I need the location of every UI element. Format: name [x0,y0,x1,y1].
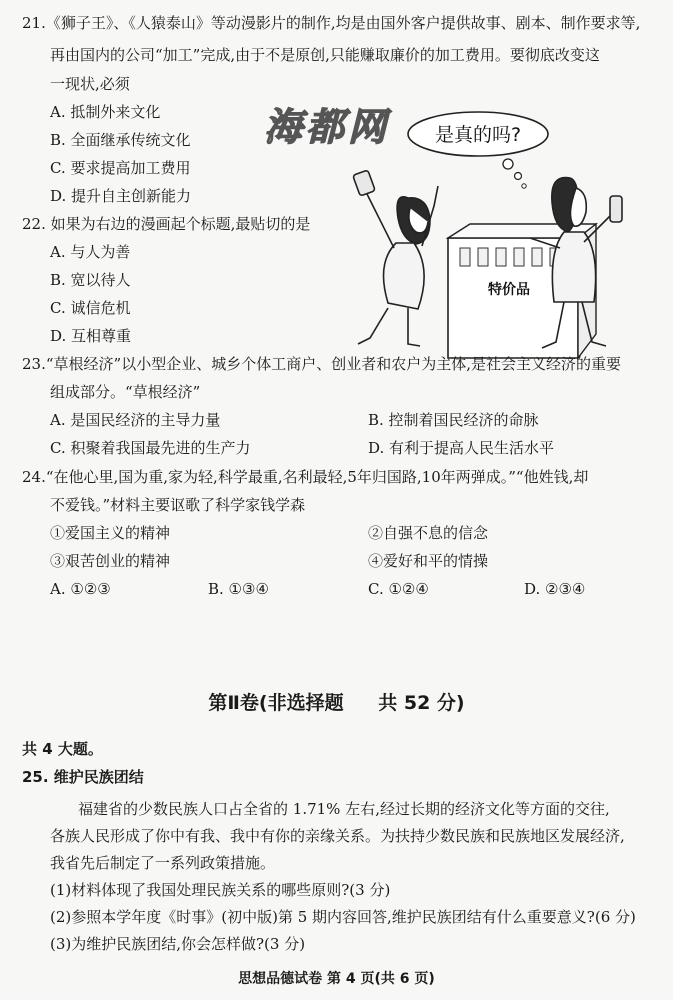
section-score: 共 52 分) [378,692,465,714]
q25-sub-question-3: (3)为维护民族团结,你会怎样做?(3 分) [50,935,306,953]
q22-option-d: D. 互相尊重 [50,327,132,345]
q21-option-a: A. 抵制外来文化 [50,103,161,121]
q21-option-c: C. 要求提高加工费用 [50,159,191,177]
q25-sub-question-2: (2)参照本学年度《时事》(初中版)第 5 期内容回答,维护民族团结有什么重要意义?(6 分) [50,908,636,926]
q25-para-line1: 福建省的少数民族人口占全省的 1.71% 左右,经过长期的经济文化等方面的交往, [78,800,610,818]
q21-option-d: D. 提升自主创新能力 [50,187,192,205]
q24-option-c: C. ①②④ [368,580,429,598]
cartoon-illustration [338,108,668,360]
q25-para-line3: 我省先后制定了一系列政策措施。 [50,854,276,872]
q21-stem-line3: 一现状,必须 [50,75,130,93]
q22-option-a: A. 与人为善 [50,243,131,261]
q23-option-c: C. 积聚着我国最先进的生产力 [50,439,251,457]
q24-stem-line2: 不爱钱。”材料主要讴歌了科学家钱学森 [50,496,306,514]
q23-option-a: A. 是国民经济的主导力量 [50,411,221,429]
left-woman-figure [353,170,438,346]
q22-stem: 22. 如果为右边的漫画起个标题,最贴切的是 [22,215,311,233]
q24-item-2: ②自强不息的信念 [368,524,489,542]
watermark-logo: 海都网 [264,104,391,149]
q22-option-b: B. 宽以待人 [50,271,131,289]
q23-option-d: D. 有利于提高人民生活水平 [368,439,555,457]
box-label: 特价品 [488,282,530,298]
q24-option-a: A. ①②③ [50,580,111,598]
q23-option-b: B. 控制着国民经济的命脉 [368,411,539,429]
q24-stem-line1: 24.“在他心里,国为重,家为轻,科学最重,名利最轻,5年归国路,10年两弹成。”“他姓钱,却 [22,468,589,486]
q23-stem-line2: 组成部分。“草根经济” [50,383,201,401]
q24-item-3: ③艰苦创业的精神 [50,552,171,570]
q25-title: 25. 维护民族团结 [22,768,144,786]
q24-item-4: ④爱好和平的情操 [368,552,489,570]
section-intro: 共 4 大题。 [22,740,103,758]
page-footer: 思想品德试卷 第 4 页(共 6 页) [238,971,435,987]
section-title: 第Ⅱ卷(非选择题 [208,692,344,714]
section-heading [0,688,673,715]
thought-bubble [408,112,548,188]
q21-stem-line2: 再由国内的公司“加工”完成,由于不是原创,只能赚取廉价的加工费用。要彻底改变这 [50,46,600,64]
q21-stem-line1: 21.《狮子王》、《人猿泰山》等动漫影片的制作,均是由国外客户提供故事、剧本、制作要求等, [22,14,641,32]
q24-item-1: ①爱国主义的精神 [50,524,171,542]
bubble-text: 是真的吗? [434,124,522,146]
q24-option-d: D. ②③④ [524,580,586,598]
q25-sub-question-1: (1)材料体现了我国处理民族关系的哪些原则?(3 分) [50,881,391,899]
q25-para-line2: 各族人民形成了你中有我、我中有你的亲缘关系。为扶持少数民族和民族地区发展经济, [50,827,625,845]
q23-stem-line1: 23.“草根经济”以小型企业、城乡个体工商户、创业者和农户为主体,是社会主义经济的重要 [22,355,621,373]
q21-option-b: B. 全面继承传统文化 [50,131,191,149]
q24-option-b: B. ①③④ [208,580,269,598]
q22-option-c: C. 诚信危机 [50,299,131,317]
